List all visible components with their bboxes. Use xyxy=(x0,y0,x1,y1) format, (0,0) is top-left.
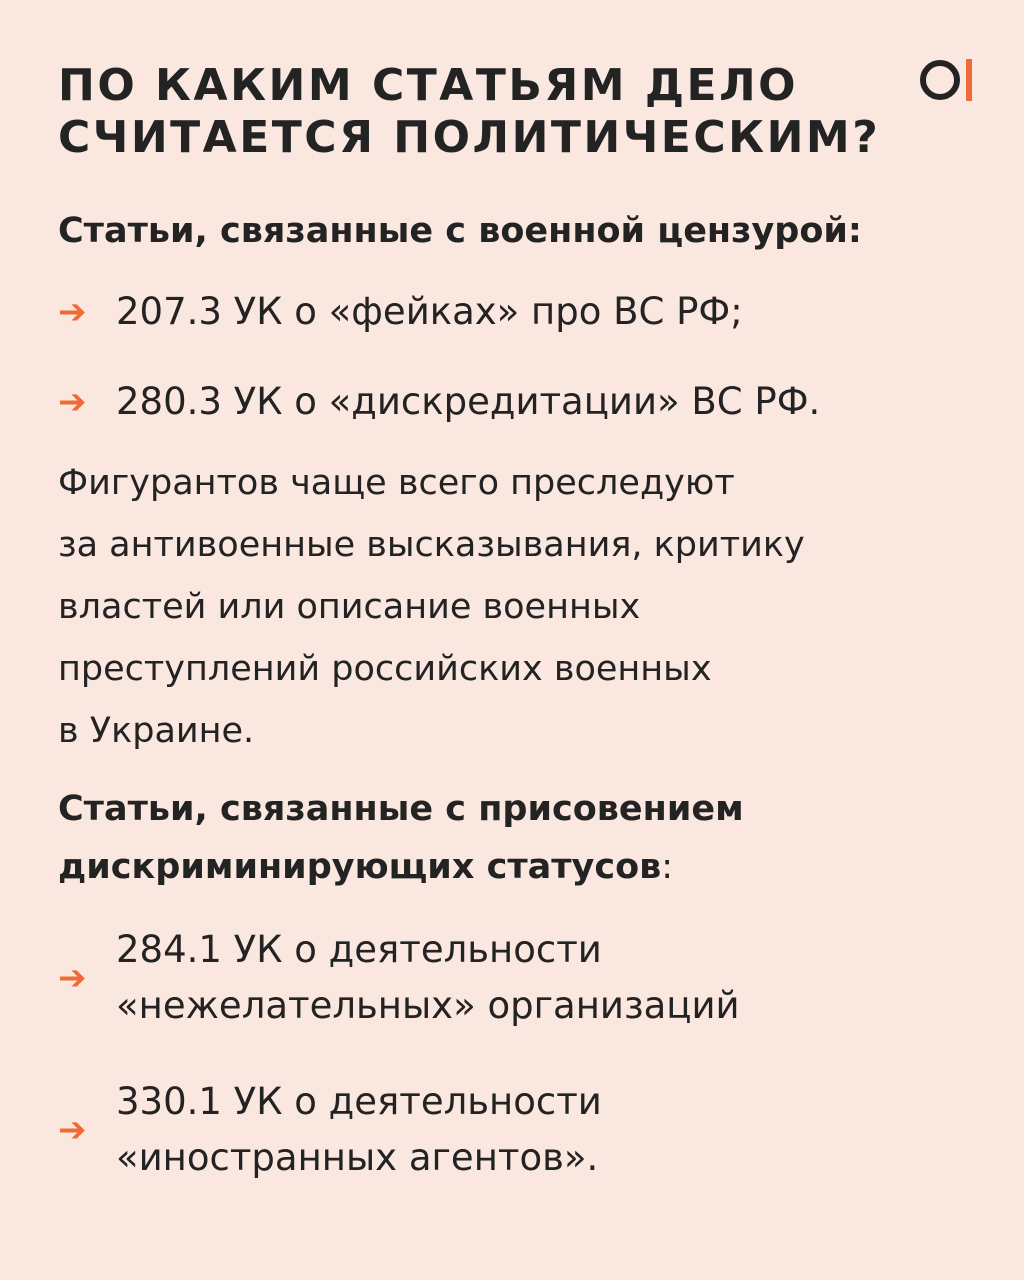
list-item-line: 280.3 УК о «дискредитации» ВС РФ. xyxy=(116,380,821,423)
paragraph-line: Фигурантов чаще всего преследуют xyxy=(58,463,735,503)
list-item-line: 207.3 УК о «фейках» про ВС РФ; xyxy=(116,290,743,333)
list-item-line: 284.1 УК о деятельности xyxy=(116,928,602,971)
list-item-text xyxy=(116,922,984,1034)
section-heading-statuses xyxy=(58,780,744,896)
arrow-right-icon: ➔ xyxy=(58,958,87,998)
paragraph-line: преступлений российских военных xyxy=(58,649,712,689)
arrow-right-icon: ➔ xyxy=(58,382,87,422)
title-line-1: ПО КАКИМ СТАТЬЯМ ДЕЛО xyxy=(58,60,799,111)
list-item-text xyxy=(116,374,984,430)
list-item-text xyxy=(116,284,984,340)
logo-bar-icon xyxy=(966,59,972,101)
section-heading-censorship xyxy=(58,202,862,260)
page-title xyxy=(58,60,918,164)
arrow-right-icon: ➔ xyxy=(58,1110,87,1150)
paragraph-line: в Украине. xyxy=(58,711,255,751)
logo-ring-icon xyxy=(920,60,960,100)
list-item xyxy=(58,1074,984,1186)
title-line-2: СЧИТАЕТСЯ ПОЛИТИЧЕСКИМ? xyxy=(58,112,881,163)
brand-logo xyxy=(920,59,980,101)
list-item xyxy=(58,922,984,1034)
section-heading-line-1: Статьи, связанные с присовением xyxy=(58,789,744,829)
list-item xyxy=(58,284,984,340)
section-heading-text: Статьи, связанные с военной цензурой: xyxy=(58,211,862,251)
list-item xyxy=(58,374,984,430)
section-heading-colon: : xyxy=(661,847,674,887)
paragraph-line: за антивоенные высказывания, критику xyxy=(58,525,805,565)
section-heading-text: дискриминирующих статусов xyxy=(58,847,662,887)
list-item-text xyxy=(116,1074,984,1186)
list-item-line: «нежелательных» организаций xyxy=(116,984,740,1027)
list-item-line: «иностранных агентов». xyxy=(116,1136,599,1179)
paragraph-line: властей или описание военных xyxy=(58,587,641,627)
list-item-line: 330.1 УК о деятельности xyxy=(116,1080,602,1123)
section-heading-line-2 xyxy=(58,838,744,896)
description-paragraph xyxy=(58,452,988,762)
arrow-right-icon: ➔ xyxy=(58,292,87,332)
